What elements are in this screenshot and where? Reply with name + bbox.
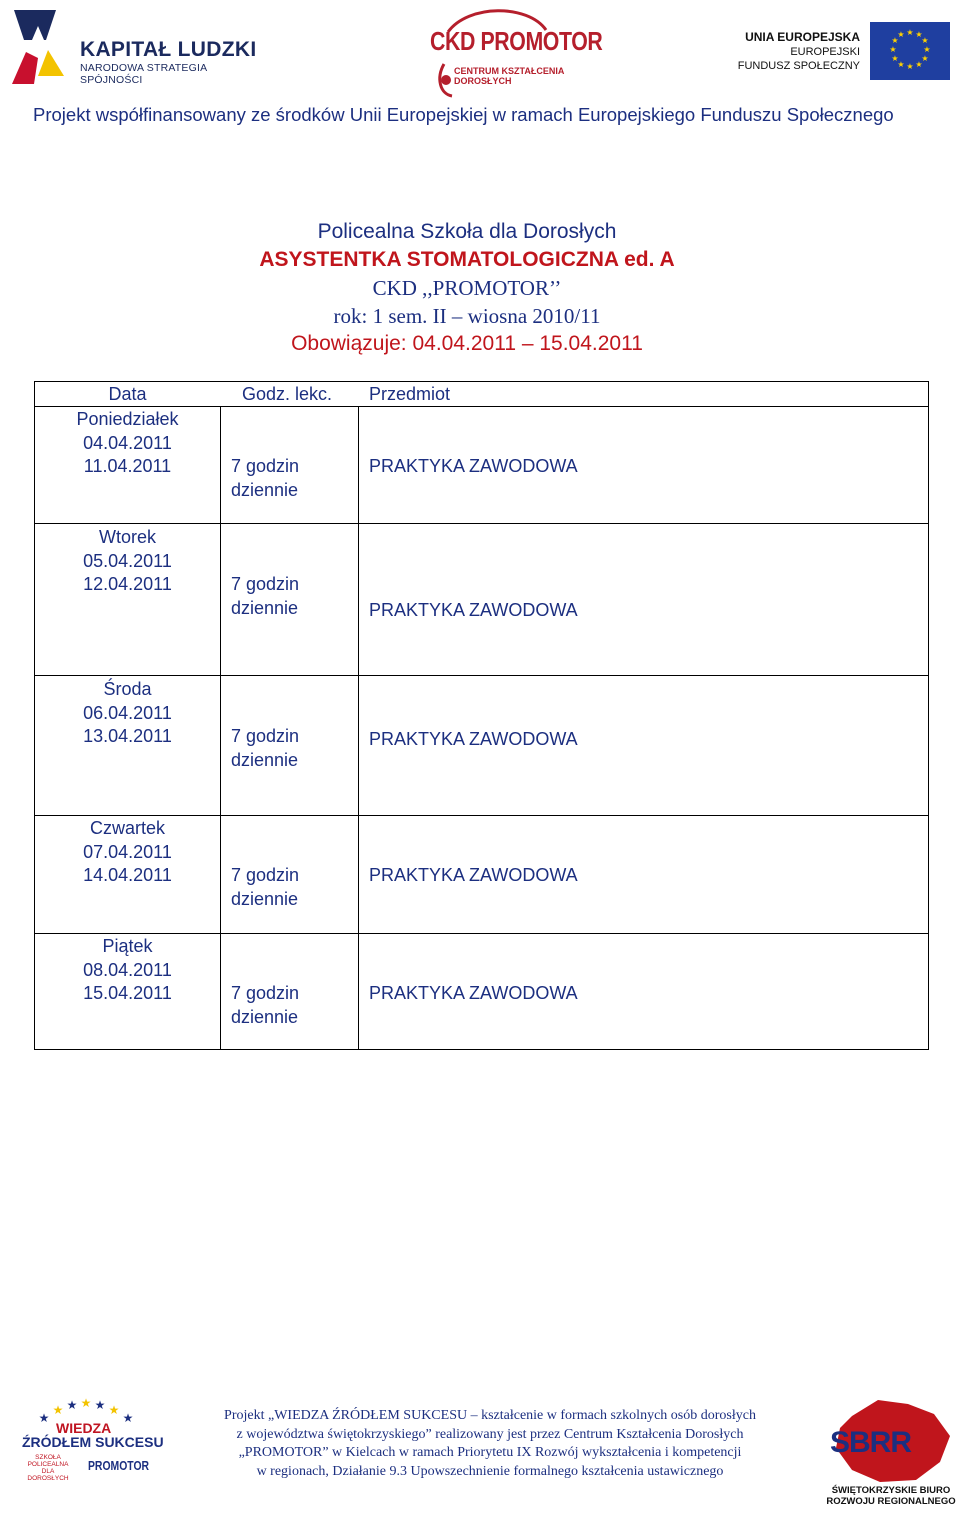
- kapital-ludzki-title: KAPITAŁ LUDZKI: [80, 38, 257, 61]
- column-divider: [358, 406, 359, 1049]
- column-divider: [220, 406, 221, 1049]
- svg-text:★: ★: [915, 30, 923, 39]
- table-row-date: [35, 408, 220, 479]
- hours-unit: dziennie: [231, 749, 299, 770]
- svg-text:★: ★: [921, 54, 929, 63]
- svg-text:★: ★: [921, 36, 929, 45]
- header-subject: Przedmiot: [369, 384, 451, 404]
- svg-text:★: ★: [897, 60, 905, 69]
- wiedza-subtitle: ŹRÓDŁEM SUKCESU: [22, 1434, 164, 1450]
- svg-text:★: ★: [108, 1403, 120, 1417]
- table-row-date: [35, 935, 220, 1006]
- ckd-line-1: CENTRUM KSZTAŁCENIA: [454, 66, 565, 76]
- svg-text:★: ★: [38, 1411, 50, 1425]
- header-date: Data: [108, 384, 147, 404]
- svg-text:★: ★: [915, 60, 923, 69]
- svg-text:★: ★: [122, 1411, 134, 1425]
- svg-text:★: ★: [906, 62, 914, 71]
- svg-text:★: ★: [52, 1403, 64, 1417]
- day-name: Piątek: [102, 936, 153, 956]
- hours-count: 7 godzin: [231, 456, 300, 476]
- date-first: 05.04.2011: [83, 550, 172, 571]
- hours-unit: dziennie: [231, 479, 299, 500]
- table-row-date: [35, 817, 220, 888]
- table-row-hours: [231, 864, 299, 911]
- table-row-subject: PRAKTYKA ZAWODOWA: [369, 729, 578, 749]
- svg-text:★: ★: [897, 30, 905, 39]
- day-name: Środa: [103, 679, 152, 699]
- wiedza-zrodlem-sukcesu-logo: [14, 1396, 164, 1492]
- svg-text:★: ★: [891, 54, 899, 63]
- eu-title: UNIA EUROPEJSKA: [745, 30, 860, 44]
- footer-line-2: z województwa świętokrzyskiego” realizowany jest przez Centrum Kształcenia Dorosłych: [236, 1426, 744, 1442]
- svg-text:★: ★: [80, 1396, 92, 1410]
- project-footer-note: [190, 1407, 790, 1481]
- row-divider: [35, 933, 928, 934]
- center-name: CKD ,,PROMOTOR’’: [372, 276, 562, 300]
- row-divider: [35, 675, 928, 676]
- validity-period: Obowiązuje: 04.04.2011 – 15.04.2011: [291, 332, 643, 355]
- sbrr-subtitle: [824, 1485, 958, 1507]
- kapital-ludzki-subtitle: NARODOWA STRATEGIA SPÓJNOŚCI: [80, 62, 207, 86]
- sbrr-line-2: ROZWOJU REGIONALNEGO: [826, 1496, 956, 1507]
- row-divider: [35, 815, 928, 816]
- header-hours: Godz. lekc.: [242, 384, 333, 404]
- hours-count: 7 godzin: [231, 726, 300, 746]
- sbrr-title: SBRR: [830, 1426, 912, 1459]
- hours-count: 7 godzin: [231, 983, 300, 1003]
- kapital-ludzki-star-icon: [8, 6, 72, 86]
- schedule-table: [34, 381, 929, 1050]
- table-row-subject: PRAKTYKA ZAWODOWA: [369, 983, 578, 1003]
- cofinancing-note: Projekt współfinansowany ze środków Unii Europejskiej w ramach Europejskiego Funduszu Społecznego: [33, 104, 894, 125]
- table-row-subject: PRAKTYKA ZAWODOWA: [369, 600, 578, 620]
- date-first: 06.04.2011: [83, 702, 172, 723]
- table-row-subject: PRAKTYKA ZAWODOWA: [369, 456, 578, 476]
- date-second: 11.04.2011: [83, 456, 172, 476]
- date-first: 07.04.2011: [83, 841, 172, 862]
- hours-unit: dziennie: [231, 1006, 299, 1027]
- table-row-date: [35, 526, 220, 597]
- svg-text:★: ★: [906, 28, 914, 37]
- ckd-promotor-logo: [428, 4, 603, 98]
- sbrr-line-1: ŚWIĘTOKRZYSKIE BIURO: [831, 1485, 951, 1496]
- date-first: 04.04.2011: [83, 432, 172, 453]
- date-second: 14.04.2011: [83, 865, 172, 885]
- wiedza-promotor: PROMOTOR: [88, 1458, 150, 1473]
- eu-line-3: FUNDUSZ SPOŁECZNY: [737, 60, 860, 72]
- ckd-promotor-title: CKD PROMOTOR: [430, 26, 603, 56]
- svg-text:★: ★: [94, 1398, 106, 1412]
- footer-line-4: w regionach, Działanie 9.3 Upowszechnienie formalnego kształcenia ustawicznego: [256, 1463, 724, 1479]
- ckd-promotor-subtitle: [454, 66, 564, 86]
- school-name: Policealna Szkoła dla Dorosłych: [317, 220, 617, 243]
- table-row-hours: [231, 725, 299, 772]
- hours-unit: dziennie: [231, 888, 299, 909]
- eu-flag-icon: [870, 22, 950, 80]
- hours-unit: dziennie: [231, 597, 299, 618]
- svg-text:★: ★: [891, 36, 899, 45]
- document-title-block: [0, 218, 934, 358]
- footer-line-3: „PROMOTOR” w Kielcach w ramach Priorytetu IX Rozwój wykształcenia i kompetencji: [238, 1445, 742, 1460]
- sbrr-logo: [822, 1396, 958, 1512]
- table-row-hours: [231, 982, 299, 1029]
- eu-line-2: EUROPEJSKI: [790, 46, 860, 58]
- date-first: 08.04.2011: [83, 959, 172, 980]
- kapital-ludzki-logo: [8, 6, 268, 86]
- table-row-date: [35, 678, 220, 749]
- date-second: 15.04.2011: [83, 983, 172, 1003]
- wiedza-school: SZKOŁA POLICEALNA DLA DOROSŁYCH: [27, 1454, 69, 1482]
- ckd-line-2: DOROSŁYCH: [454, 76, 512, 86]
- day-name: Poniedziałek: [76, 409, 179, 429]
- eu-logo: [737, 22, 952, 82]
- eu-subtitle: [738, 45, 860, 73]
- svg-text:★: ★: [66, 1398, 78, 1412]
- date-second: 13.04.2011: [83, 726, 172, 746]
- table-row-hours: [231, 573, 299, 620]
- table-row-subject: PRAKTYKA ZAWODOWA: [369, 865, 578, 885]
- year-semester: rok: 1 sem. II – wiosna 2010/11: [333, 304, 601, 328]
- course-name: ASYSTENTKA STOMATOLOGICZNA ed. A: [259, 248, 675, 271]
- svg-text:★: ★: [889, 45, 897, 54]
- svg-text:★: ★: [923, 45, 931, 54]
- row-divider: [35, 406, 928, 407]
- table-row-hours: [231, 455, 299, 502]
- row-divider: [35, 523, 928, 524]
- day-name: Czwartek: [89, 818, 165, 838]
- wiedza-title: WIEDZA: [56, 1420, 112, 1436]
- date-second: 12.04.2011: [83, 574, 172, 594]
- day-name: Wtorek: [98, 527, 156, 547]
- footer-line-1: Projekt „WIEDZA ŹRÓDŁEM SUKCESU – kształcenie w formach szkolnych osób dorosłych: [224, 1408, 756, 1423]
- hours-count: 7 godzin: [231, 865, 300, 885]
- hours-count: 7 godzin: [231, 574, 300, 594]
